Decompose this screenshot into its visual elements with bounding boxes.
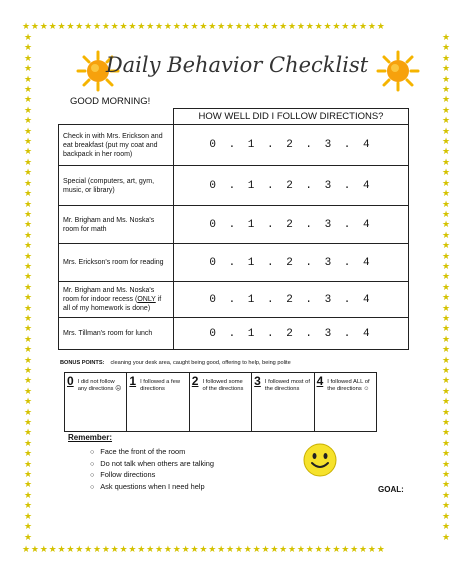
remember-list [90, 446, 214, 492]
list-item: ○ Do not talk when others are talking [90, 458, 214, 470]
scale-description: I did not follow any directions ☹ [77, 379, 122, 393]
only-emphasis: ONLY [137, 296, 156, 303]
smiley-face-icon [302, 442, 338, 478]
bonus-points-line [60, 360, 291, 366]
table-corner [59, 109, 174, 125]
list-item: ○ Face the front of the room [90, 446, 214, 458]
star-border-left: ★ ★ ★ ★ ★ ★ ★ ★ ★ ★ ★ ★ ★ ★ ★ ★ ★ ★ ★ ★ ★ ★ ★ ★ ★ ★ ★ ★ ★ ★ ★ ★ ★ ★ ★ ★ ★ ★ ★ ★ ★ ★ ★ ★ ★ ★ ★ ★ ★ [23, 32, 33, 542]
scale-number: 0 [67, 374, 74, 388]
task-cell: Mr. Brigham and Ms. Noska's room for math [59, 206, 174, 244]
rating-scale: 0 . 1 . 2 . 3 . 4 [174, 318, 409, 350]
scale-number: 2 [191, 374, 199, 388]
table-row [59, 318, 409, 350]
page-title: Daily Behavior Checklist [105, 53, 369, 77]
table-row [59, 125, 409, 166]
rating-scale: 0 . 1 . 2 . 3 . 4 [174, 125, 409, 166]
scale-key-item [65, 373, 127, 432]
task-cell: Mrs. Tillman's room for lunch [59, 318, 174, 350]
list-item: ○ Follow directions [90, 469, 214, 481]
scale-key-item [314, 373, 376, 432]
rating-scale: 0 . 1 . 2 . 3 . 4 [174, 206, 409, 244]
scale-key-item [127, 373, 189, 432]
scale-key-table [64, 372, 377, 432]
task-cell: Mrs. Erickson's room for reading [59, 244, 174, 282]
greeting-text: GOOD MORNING! [70, 96, 151, 107]
scale-key-item [252, 373, 314, 432]
bonus-points-label: BONUS POINTS: [60, 360, 105, 366]
list-item: ○ Ask questions when I need help [90, 481, 214, 493]
task-cell: Mr. Brigham and Ms. Noska's room for indoor recess (ONLY if all of my homework is done) [59, 282, 174, 318]
behavior-table [58, 108, 409, 350]
goal-label: GOAL: [378, 485, 404, 494]
table-header: HOW WELL DID I FOLLOW DIRECTIONS? [174, 109, 409, 125]
scale-description: I followed ALL of the directions ☺ [327, 379, 370, 393]
star-border-right: ★ ★ ★ ★ ★ ★ ★ ★ ★ ★ ★ ★ ★ ★ ★ ★ ★ ★ ★ ★ ★ ★ ★ ★ ★ ★ ★ ★ ★ ★ ★ ★ ★ ★ ★ ★ ★ ★ ★ ★ ★ ★ ★ ★ ★ ★ ★ ★ ★ [441, 32, 451, 542]
table-row [59, 166, 409, 206]
table-row [59, 244, 409, 282]
rating-scale: 0 . 1 . 2 . 3 . 4 [174, 282, 409, 318]
scale-description: I followed some of the directions [202, 379, 244, 393]
star-border-top: ★★★★★★★★★★★★★★★★★★★★★★★★★★★★★★★★★★★★★★★★★ [22, 22, 386, 31]
rating-scale: 0 . 1 . 2 . 3 . 4 [174, 166, 409, 206]
scale-number: 1 [129, 374, 137, 388]
table-row [59, 206, 409, 244]
task-cell: Check in with Mrs. Erickson and eat breakfast (put my coat and backpack in her room) [59, 125, 174, 166]
scale-description: I followed a few directions [140, 379, 181, 393]
scale-key-item [189, 373, 251, 432]
remember-heading: Remember: [68, 433, 113, 442]
scale-description: I followed most of the directions [264, 379, 310, 393]
table-row [59, 282, 409, 318]
task-cell: Special (computers, art, gym, music, or library) [59, 166, 174, 206]
rating-scale: 0 . 1 . 2 . 3 . 4 [174, 244, 409, 282]
scale-number: 4 [316, 374, 324, 388]
scale-number: 3 [254, 374, 261, 388]
star-border-bottom: ★★★★★★★★★★★★★★★★★★★★★★★★★★★★★★★★★★★★★★★★★ [22, 545, 386, 554]
bonus-points-text: cleaning your desk area, caught being good, offering to help, being polite [110, 360, 291, 366]
